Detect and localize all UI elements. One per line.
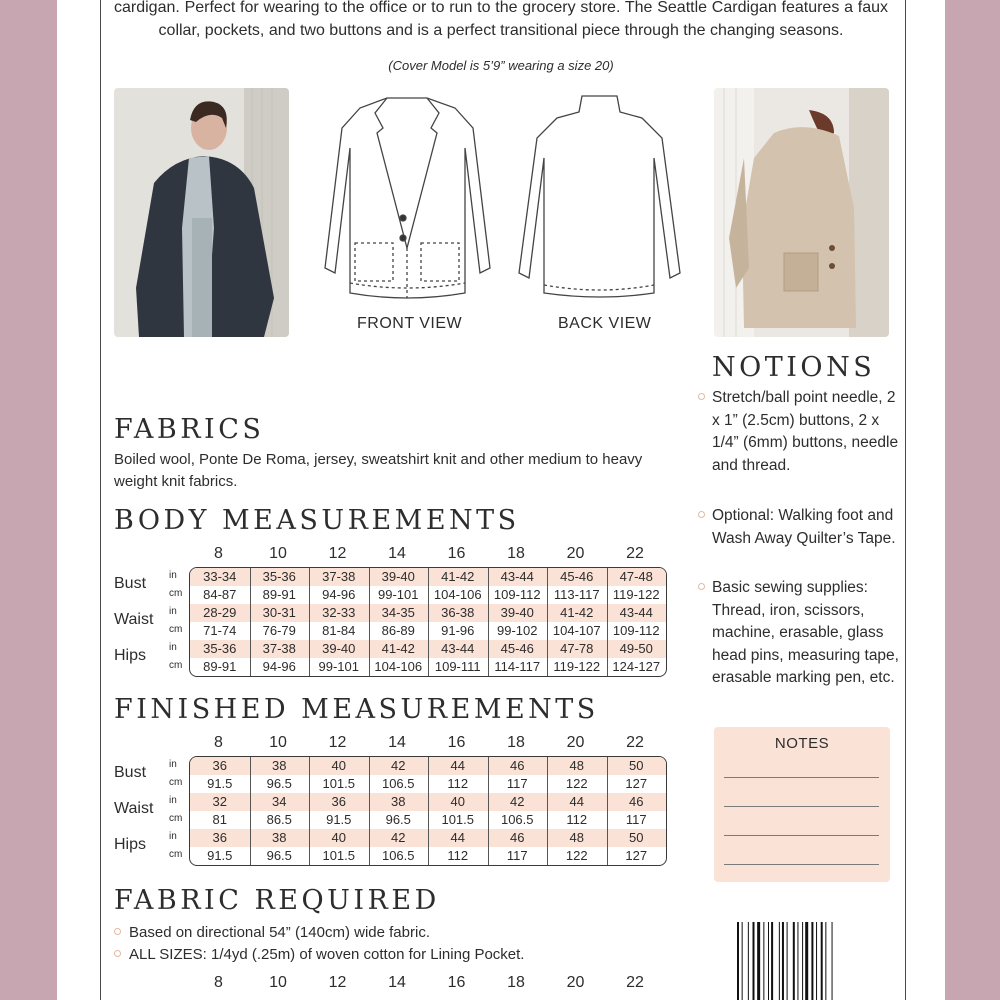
measurement-cell: 114-117: [494, 659, 541, 674]
barcode-bar: [832, 922, 833, 1000]
measurement-cell: 36: [331, 794, 346, 809]
size-label: 14: [388, 734, 406, 751]
intro-line-1: cardigan. Perfect for wearing to the office or to run to the grocery store. The Seattle Cardigan: [114, 0, 777, 16]
measurement-cell: 91.5: [207, 776, 233, 791]
finished-measurements-table: [114, 734, 669, 869]
measurement-cell: 46: [510, 758, 525, 773]
size-label: 16: [447, 734, 466, 751]
measurement-cell: 91.5: [326, 812, 352, 827]
unit-label: in: [169, 642, 177, 653]
measurement-cell: 44: [569, 794, 584, 809]
unit-label: cm: [169, 777, 183, 788]
measurement-cell: 104-106: [374, 659, 423, 674]
measurement-grid: [189, 756, 667, 866]
column-divider: [369, 568, 370, 676]
fabrics-heading: FABRICS: [114, 414, 265, 445]
row-label: Bust: [114, 764, 147, 781]
measurement-cell: 43-44: [619, 605, 653, 620]
size-label: 22: [626, 734, 644, 751]
measurement-cell: 127: [625, 776, 648, 791]
measurement-cell: 47-78: [560, 641, 594, 656]
measurement-cell: 117: [625, 812, 647, 827]
measurement-cell: 34-35: [381, 605, 415, 620]
back-view-sketch: [512, 88, 687, 308]
barcode-bar: [779, 922, 780, 1000]
fabric-required-item: [114, 944, 524, 966]
row-label: Hips: [114, 836, 147, 853]
notion-item: [712, 387, 902, 477]
measurement-cell: 50: [629, 830, 644, 845]
measurement-cell: 45-46: [560, 569, 594, 584]
column-divider: [607, 568, 608, 676]
column-divider: [428, 757, 429, 865]
notes-line: [724, 864, 879, 865]
unit-label: in: [169, 759, 177, 770]
intro-line-3: changing seasons.: [710, 22, 844, 39]
bullet-icon: [698, 393, 705, 400]
column-divider: [547, 757, 548, 865]
fabric-required-text: Based on directional 54” (140cm) wide fabric.: [129, 924, 430, 941]
measurement-cell: 81: [212, 812, 227, 827]
row-label: Waist: [114, 800, 154, 817]
measurement-cell: 99-102: [497, 623, 538, 638]
measurement-cell: 91.5: [207, 848, 233, 863]
measurement-cell: 112: [566, 812, 588, 827]
measurement-cell: 33-34: [203, 569, 237, 584]
column-divider: [309, 757, 310, 865]
measurement-cell: 94-96: [262, 659, 296, 674]
front-view-label: FRONT VIEW: [357, 315, 463, 332]
size-label: 12: [328, 545, 347, 562]
barcode-icon: [737, 922, 884, 1000]
size-label: 12: [328, 734, 347, 751]
measurement-cell: 106.5: [381, 776, 415, 791]
measurement-cell: 42: [391, 758, 406, 773]
notes-line: [724, 835, 879, 836]
measurement-cell: 41-42: [560, 605, 594, 620]
measurement-cell: 37-38: [262, 641, 296, 656]
intro-line-2: features a faux collar, pockets, and two buttons and is a perfect transitional piece through the: [158, 0, 889, 39]
measurement-cell: 89-91: [262, 587, 296, 602]
measurement-cell: 42: [391, 830, 406, 845]
measurement-cell: 42: [510, 794, 525, 809]
unit-label: cm: [169, 660, 183, 671]
notes-title: NOTES: [774, 735, 830, 752]
measurement-cell: 113-117: [553, 587, 600, 602]
measurement-cell: 41-42: [441, 569, 475, 584]
measurement-cell: 46: [510, 830, 525, 845]
column-divider: [250, 568, 251, 676]
measurement-cell: 39-40: [381, 569, 415, 584]
measurement-cell: 36: [212, 830, 227, 845]
measurement-cell: 106.5: [381, 848, 415, 863]
measurement-cell: 122: [565, 776, 588, 791]
column-divider: [607, 757, 608, 865]
barcode-bar: [805, 922, 808, 1000]
size-label: 20: [566, 734, 585, 751]
measurement-cell: 38: [391, 794, 406, 809]
size-label: 16: [447, 545, 466, 562]
unit-label: in: [169, 831, 177, 842]
size-label: 14: [388, 545, 406, 562]
measurement-cell: 112: [447, 848, 469, 863]
measurement-cell: 40: [331, 758, 346, 773]
unit-label: in: [169, 795, 177, 806]
intro-paragraph: [114, 0, 888, 42]
measurement-cell: 45-46: [500, 641, 534, 656]
measurement-cell: 86.5: [266, 812, 292, 827]
measurement-cell: 109-112: [612, 623, 660, 638]
unit-label: cm: [169, 624, 183, 635]
barcode-bar: [757, 922, 760, 1000]
measurement-cell: 34: [272, 794, 287, 809]
measurement-cell: 46: [629, 794, 644, 809]
size-label: 8: [214, 974, 223, 991]
bullet-icon: [698, 511, 705, 518]
size-label: 10: [269, 734, 287, 751]
column-divider: [309, 568, 310, 676]
size-label: 16: [447, 974, 466, 991]
measurement-grid: [189, 567, 667, 677]
body-measurements-table: [114, 545, 669, 680]
measurement-cell: 99-101: [378, 587, 419, 602]
size-label: 10: [269, 974, 287, 991]
measurement-cell: 101.5: [322, 776, 356, 791]
fabrics-text: Boiled wool, Ponte De Roma, jersey, sweatshirt knit and other medium to heavy weight knit fabrics.: [114, 451, 643, 490]
measurement-cell: 36-38: [441, 605, 475, 620]
bullet-icon: [698, 583, 705, 590]
measurement-cell: 32-33: [322, 605, 356, 620]
cover-model-note: (Cover Model is 5’9” wearing a size 20): [388, 58, 614, 73]
barcode-bar: [793, 922, 795, 1000]
measurement-cell: 47-48: [619, 569, 653, 584]
barcode-bar: [825, 922, 826, 1000]
measurement-cell: 81-84: [322, 623, 356, 638]
model-photo: [114, 88, 289, 337]
unit-label: in: [169, 570, 177, 581]
measurement-cell: 99-101: [318, 659, 359, 674]
measurement-cell: 96.5: [266, 776, 292, 791]
size-label: 14: [388, 974, 406, 991]
column-divider: [369, 757, 370, 865]
size-label: 8: [214, 545, 223, 562]
size-label: 18: [507, 734, 525, 751]
size-label: 20: [566, 974, 585, 991]
notion-item: [712, 505, 902, 550]
column-divider: [547, 568, 548, 676]
row-label: Hips: [114, 647, 147, 664]
measurement-cell: 117: [506, 848, 528, 863]
barcode-bar: [768, 922, 769, 1000]
measurement-cell: 94-96: [322, 587, 356, 602]
column-divider: [488, 757, 489, 865]
measurement-cell: 39-40: [500, 605, 534, 620]
measurement-cell: 30-31: [262, 605, 296, 620]
barcode-bar: [787, 922, 788, 1000]
measurement-cell: 109-112: [493, 587, 541, 602]
column-divider: [488, 568, 489, 676]
body-measurements-heading: BODY MEASUREMENTS: [114, 505, 520, 536]
notions-heading: NOTIONS: [712, 352, 876, 383]
barcode-bar: [753, 922, 755, 1000]
notion-text: Basic sewing supplies: Thread, iron, scissors, machine, erasable, glass head pins, measuring tape, erasable marking pen, etc.: [712, 579, 899, 686]
barcode-bar: [763, 922, 764, 1000]
unit-label: in: [169, 606, 177, 617]
measurement-cell: 48: [569, 758, 584, 773]
barcode-bar: [821, 922, 823, 1000]
unit-label: cm: [169, 813, 183, 824]
notion-text: Stretch/ball point needle, 2 x 1” (2.5cm) buttons, 2 x 1/4” (6mm) buttons, needle and thread.: [712, 389, 899, 474]
measurement-cell: 76-79: [262, 623, 296, 638]
measurement-cell: 71-74: [203, 623, 237, 638]
row-label: Waist: [114, 611, 154, 628]
notes-line: [724, 777, 879, 778]
measurement-cell: 38: [272, 758, 287, 773]
measurement-cell: 112: [447, 776, 469, 791]
column-divider: [428, 568, 429, 676]
notes-box: [714, 727, 890, 882]
bullet-icon: [114, 928, 121, 935]
measurement-cell: 43-44: [500, 569, 534, 584]
barcode-bar: [742, 922, 743, 1000]
fabric-required-size-header: [114, 974, 669, 1000]
measurement-cell: 109-111: [434, 659, 481, 674]
measurement-cell: 119-122: [553, 659, 601, 674]
unit-label: cm: [169, 849, 183, 860]
size-label: 18: [507, 545, 525, 562]
measurement-cell: 86-89: [381, 623, 415, 638]
column-divider: [250, 757, 251, 865]
measurement-cell: 40: [331, 830, 346, 845]
measurement-cell: 36: [212, 758, 227, 773]
measurement-cell: 44: [450, 758, 465, 773]
size-label: 22: [626, 974, 644, 991]
garment-photo: [714, 88, 889, 337]
measurement-cell: 96.5: [266, 848, 292, 863]
front-view-sketch: [315, 88, 500, 308]
barcode-bar: [797, 922, 798, 1000]
fabric-required-text: ALL SIZES: 1/4yd (.25m) of woven cotton for Lining Pocket.: [129, 946, 525, 963]
unit-label: cm: [169, 588, 183, 599]
fabric-required-heading: FABRIC REQUIRED: [114, 885, 440, 916]
measurement-cell: 127: [625, 848, 648, 863]
barcode-bar: [748, 922, 749, 1000]
measurement-cell: 91-96: [441, 623, 475, 638]
measurement-cell: 104-107: [552, 623, 601, 638]
notes-line: [724, 806, 879, 807]
measurement-cell: 106.5: [500, 812, 534, 827]
measurement-cell: 39-40: [322, 641, 356, 656]
barcode-bar: [816, 922, 817, 1000]
measurement-cell: 44: [450, 830, 465, 845]
measurement-cell: 104-106: [433, 587, 482, 602]
measurement-cell: 35-36: [203, 641, 237, 656]
size-label: 18: [507, 974, 525, 991]
size-label: 20: [566, 545, 585, 562]
measurement-cell: 84-87: [203, 587, 237, 602]
fabric-required-item: [114, 922, 430, 944]
measurement-cell: 49-50: [619, 641, 653, 656]
bullet-icon: [114, 950, 121, 957]
notion-item: [712, 577, 902, 690]
measurement-cell: 32: [212, 794, 227, 809]
back-view-label: BACK VIEW: [558, 315, 652, 332]
notion-text: Optional: Walking foot and Wash Away Quilter’s Tape.: [712, 507, 896, 547]
barcode-bar: [771, 922, 773, 1000]
measurement-cell: 89-91: [203, 659, 237, 674]
size-label: 10: [269, 545, 287, 562]
measurement-cell: 101.5: [441, 812, 475, 827]
measurement-cell: 117: [506, 776, 528, 791]
measurement-cell: 41-42: [381, 641, 415, 656]
measurement-cell: 50: [629, 758, 644, 773]
finished-measurements-heading: FINISHED MEASUREMENTS: [114, 694, 599, 725]
row-label: Bust: [114, 575, 147, 592]
barcode-bar: [782, 922, 784, 1000]
size-label: 12: [328, 974, 347, 991]
barcode-bar: [811, 922, 813, 1000]
measurement-cell: 96.5: [385, 812, 411, 827]
measurement-cell: 37-38: [322, 569, 356, 584]
size-label: 8: [214, 734, 223, 751]
measurement-cell: 43-44: [441, 641, 475, 656]
measurement-cell: 35-36: [262, 569, 296, 584]
pattern-back-cover: [57, 0, 945, 1000]
measurement-cell: 101.5: [322, 848, 356, 863]
measurement-cell: 124-127: [612, 659, 661, 674]
measurement-cell: 28-29: [203, 605, 237, 620]
measurement-cell: 48: [569, 830, 584, 845]
barcode-bar: [802, 922, 803, 1000]
measurement-cell: 40: [450, 794, 465, 809]
barcode-bar: [737, 922, 739, 1000]
measurement-cell: 38: [272, 830, 287, 845]
measurement-cell: 119-122: [612, 587, 660, 602]
measurement-cell: 122: [565, 848, 588, 863]
size-label: 22: [626, 545, 644, 562]
